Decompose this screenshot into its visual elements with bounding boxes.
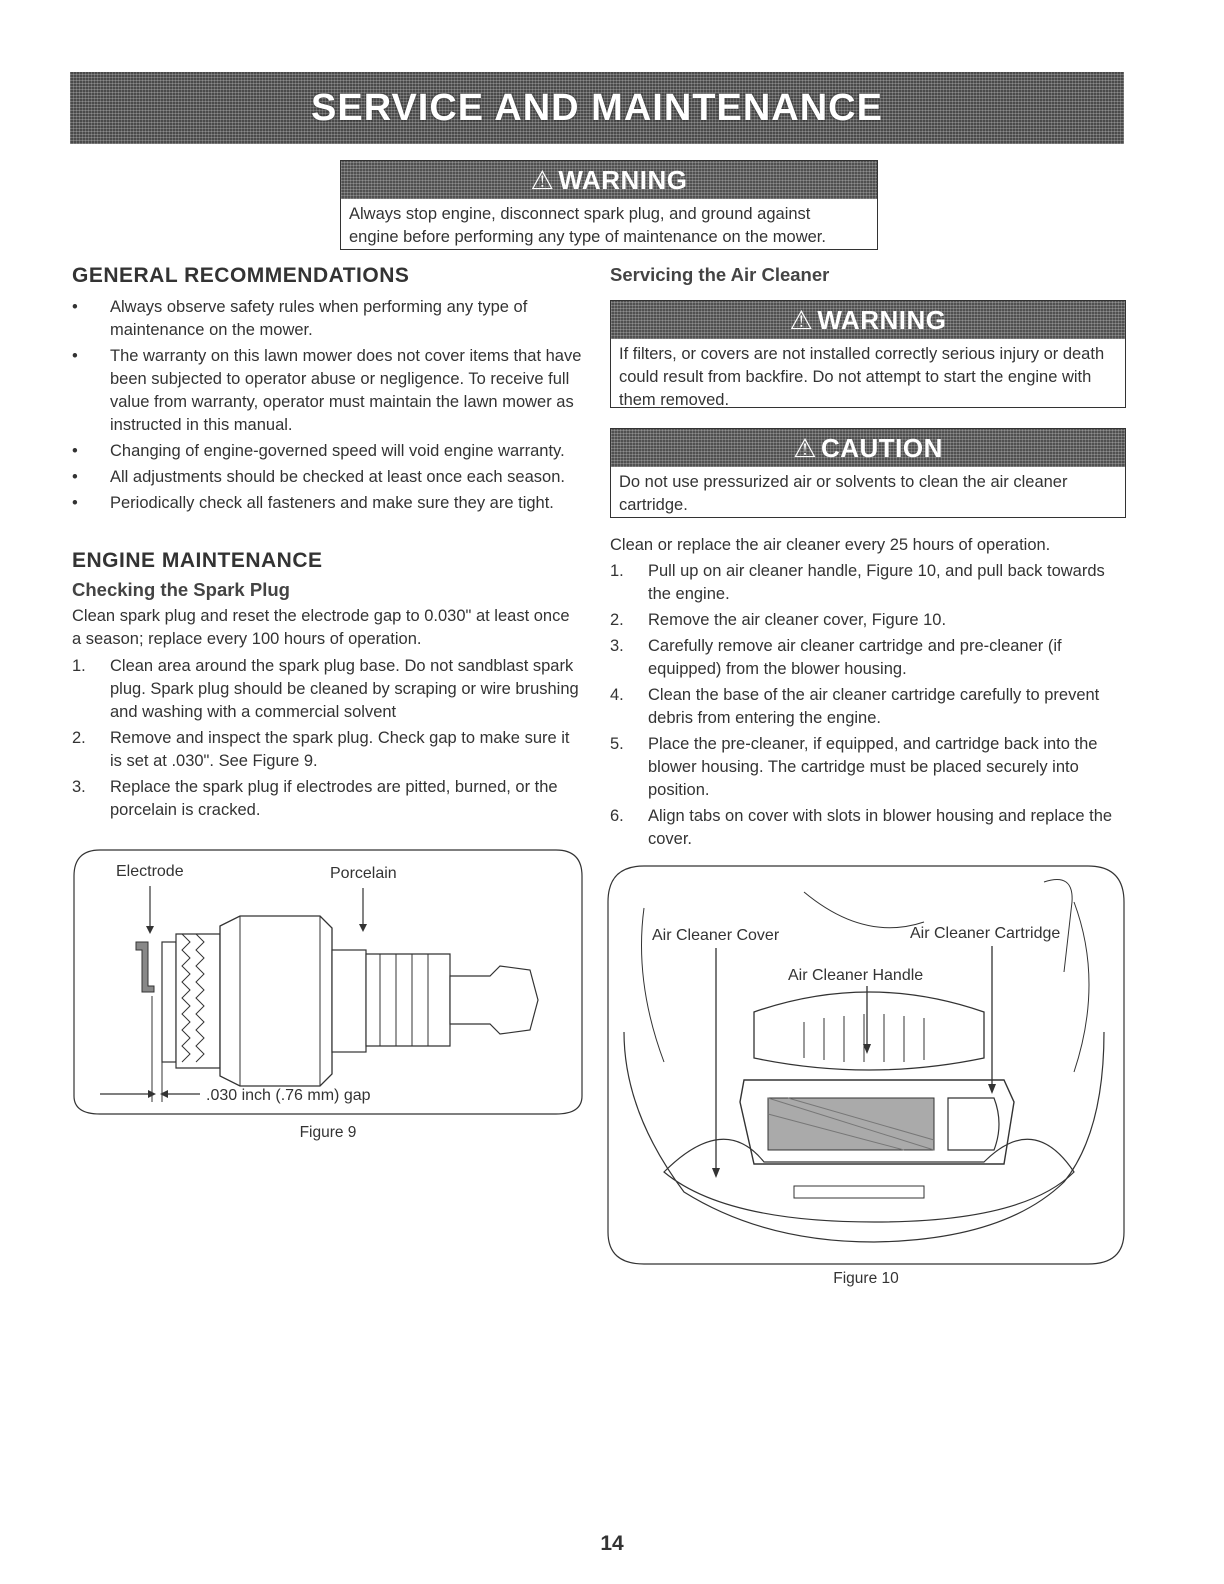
top-warning-header xyxy=(341,161,877,199)
general-recommendations-heading: GENERAL RECOMMENDATIONS xyxy=(72,264,410,287)
list-item xyxy=(72,655,582,724)
electrode-label: Electrode xyxy=(116,863,184,880)
step-text: Place the pre-cleaner, if equipped, and cartridge back into the blower housing. The cartridge must be placed securely into position. xyxy=(648,735,1098,799)
caution-line: cartridge. xyxy=(619,496,688,514)
step-text: Clean area around the spark plug base. Do not sandblast spark plug. Spark plug should be cleaned by scraping or wire brushing and washing with a commercial solvent xyxy=(110,657,579,721)
list-item: • All adjustments should be checked at least once each season. xyxy=(72,466,582,489)
list-item xyxy=(610,684,1126,730)
air-cleaner-caution-text xyxy=(611,467,1125,521)
air-cleaner-cartridge-label: Air Cleaner Cartridge xyxy=(910,925,1061,942)
air-cleaner-handle-label: Air Cleaner Handle xyxy=(788,967,924,984)
list-item xyxy=(610,560,1126,606)
top-warning-line: engine before performing any type of maintenance on the mower. xyxy=(349,228,826,246)
step-text: Align tabs on cover with slots in blower housing and replace the cover. xyxy=(648,807,1113,848)
step-number: 2. xyxy=(610,611,624,629)
section-banner xyxy=(70,72,1124,144)
top-warning-line: Always stop engine, disconnect spark plug, and ground against xyxy=(349,205,811,223)
spark-plug-subheading: Checking the Spark Plug xyxy=(72,579,290,600)
warning-triangle-icon: ⚠ xyxy=(789,304,814,335)
list-item xyxy=(72,727,582,773)
figure-10-caption: Figure 10 xyxy=(833,1270,899,1287)
air-cleaner-caution-box xyxy=(610,428,1126,518)
caution-triangle-icon: ⚠ xyxy=(793,432,817,463)
page-number: 14 xyxy=(600,1532,624,1555)
warning-triangle-icon: ⚠ xyxy=(530,164,555,195)
step-number: 4. xyxy=(610,686,624,704)
step-number: 1. xyxy=(72,657,86,675)
list-item: • Periodically check all fasteners and make sure they are tight. xyxy=(72,492,582,515)
figure-10 xyxy=(604,862,1128,1287)
step-text: Carefully remove air cleaner cartridge and pre-cleaner (if equipped) from the blower housing. xyxy=(648,637,1062,678)
list-item: • The warranty on this lawn mower does not cover items that have been subjected to operator abuse or negligence. To receive full value from warranty, operator must maintain the lawn mower as instructed in this manual. xyxy=(72,345,582,437)
air-cleaner-cover-label: Air Cleaner Cover xyxy=(652,927,780,944)
warning-line: If filters, or covers are not installed correctly serious injury or death xyxy=(619,345,1105,363)
warning-line: them removed. xyxy=(619,391,730,409)
caution-line: Do not use pressurized air or solvents to clean the air cleaner xyxy=(619,473,1068,491)
step-number: 1. xyxy=(610,562,624,580)
list-item: • Always observe safety rules when performing any type of maintenance on the mower. xyxy=(72,296,582,342)
spark-plug-intro: Clean spark plug and reset the electrode gap to 0.030" at least once a season; replace every 100 hours of operation. xyxy=(72,607,570,648)
air-cleaner-warning-text xyxy=(611,339,1125,416)
air-cleaner-intro: Clean or replace the air cleaner every 25 hours of operation. xyxy=(610,536,1051,554)
air-cleaner-warning-box xyxy=(610,300,1126,408)
list-item: • Changing of engine-governed speed will void engine warranty. xyxy=(72,440,582,463)
step-text: Pull up on air cleaner handle, Figure 10, and pull back towards the engine. xyxy=(648,562,1105,603)
list-item xyxy=(610,805,1126,851)
list-item xyxy=(610,609,1126,632)
list-item xyxy=(72,776,582,822)
section-title: SERVICE AND MAINTENANCE xyxy=(311,86,883,129)
top-warning-heading: WARNING xyxy=(558,164,688,195)
step-text: Remove and inspect the spark plug. Check gap to make sure it is set at .030". See Figure 9. xyxy=(110,729,570,770)
spark-plug-diagram xyxy=(70,846,586,1118)
warning-line: could result from backfire. Do not attempt to start the engine with xyxy=(619,368,1092,386)
top-warning-text xyxy=(341,199,877,253)
step-text: Remove the air cleaner cover, Figure 10. xyxy=(648,611,947,629)
air-cleaner-caution-heading: CAUTION xyxy=(820,432,943,463)
air-cleaner-caution-header xyxy=(611,429,1125,467)
air-cleaner-warning-header xyxy=(611,301,1125,339)
step-number: 5. xyxy=(610,735,624,753)
list-item xyxy=(610,635,1126,681)
engine-maintenance-heading: ENGINE MAINTENANCE xyxy=(72,549,323,572)
left-column xyxy=(72,264,582,825)
step-number: 3. xyxy=(72,778,86,796)
step-number: 3. xyxy=(610,637,624,655)
spark-plug-steps xyxy=(72,655,582,822)
step-text: Replace the spark plug if electrodes are pitted, burned, or the porcelain is cracked. xyxy=(110,778,558,819)
air-cleaner-steps xyxy=(610,560,1126,851)
air-cleaner-warning-heading: WARNING xyxy=(817,304,947,335)
step-number: 2. xyxy=(72,729,86,747)
step-number: 6. xyxy=(610,807,624,825)
figure-9 xyxy=(70,846,586,1141)
list-item xyxy=(610,733,1126,802)
top-warning-box xyxy=(340,160,878,250)
right-column xyxy=(610,264,1126,286)
step-text: Clean the base of the air cleaner cartridge carefully to prevent debris from entering the engine. xyxy=(648,686,1100,727)
general-recommendations-list xyxy=(72,296,582,515)
gap-label: .030 inch (.76 mm) gap xyxy=(206,1087,371,1104)
air-cleaner-heading: Servicing the Air Cleaner xyxy=(610,264,830,285)
porcelain-label: Porcelain xyxy=(330,865,397,882)
air-cleaner-instructions xyxy=(610,534,1126,854)
air-cleaner-diagram xyxy=(604,862,1128,1268)
figure-9-caption: Figure 9 xyxy=(299,1124,357,1141)
